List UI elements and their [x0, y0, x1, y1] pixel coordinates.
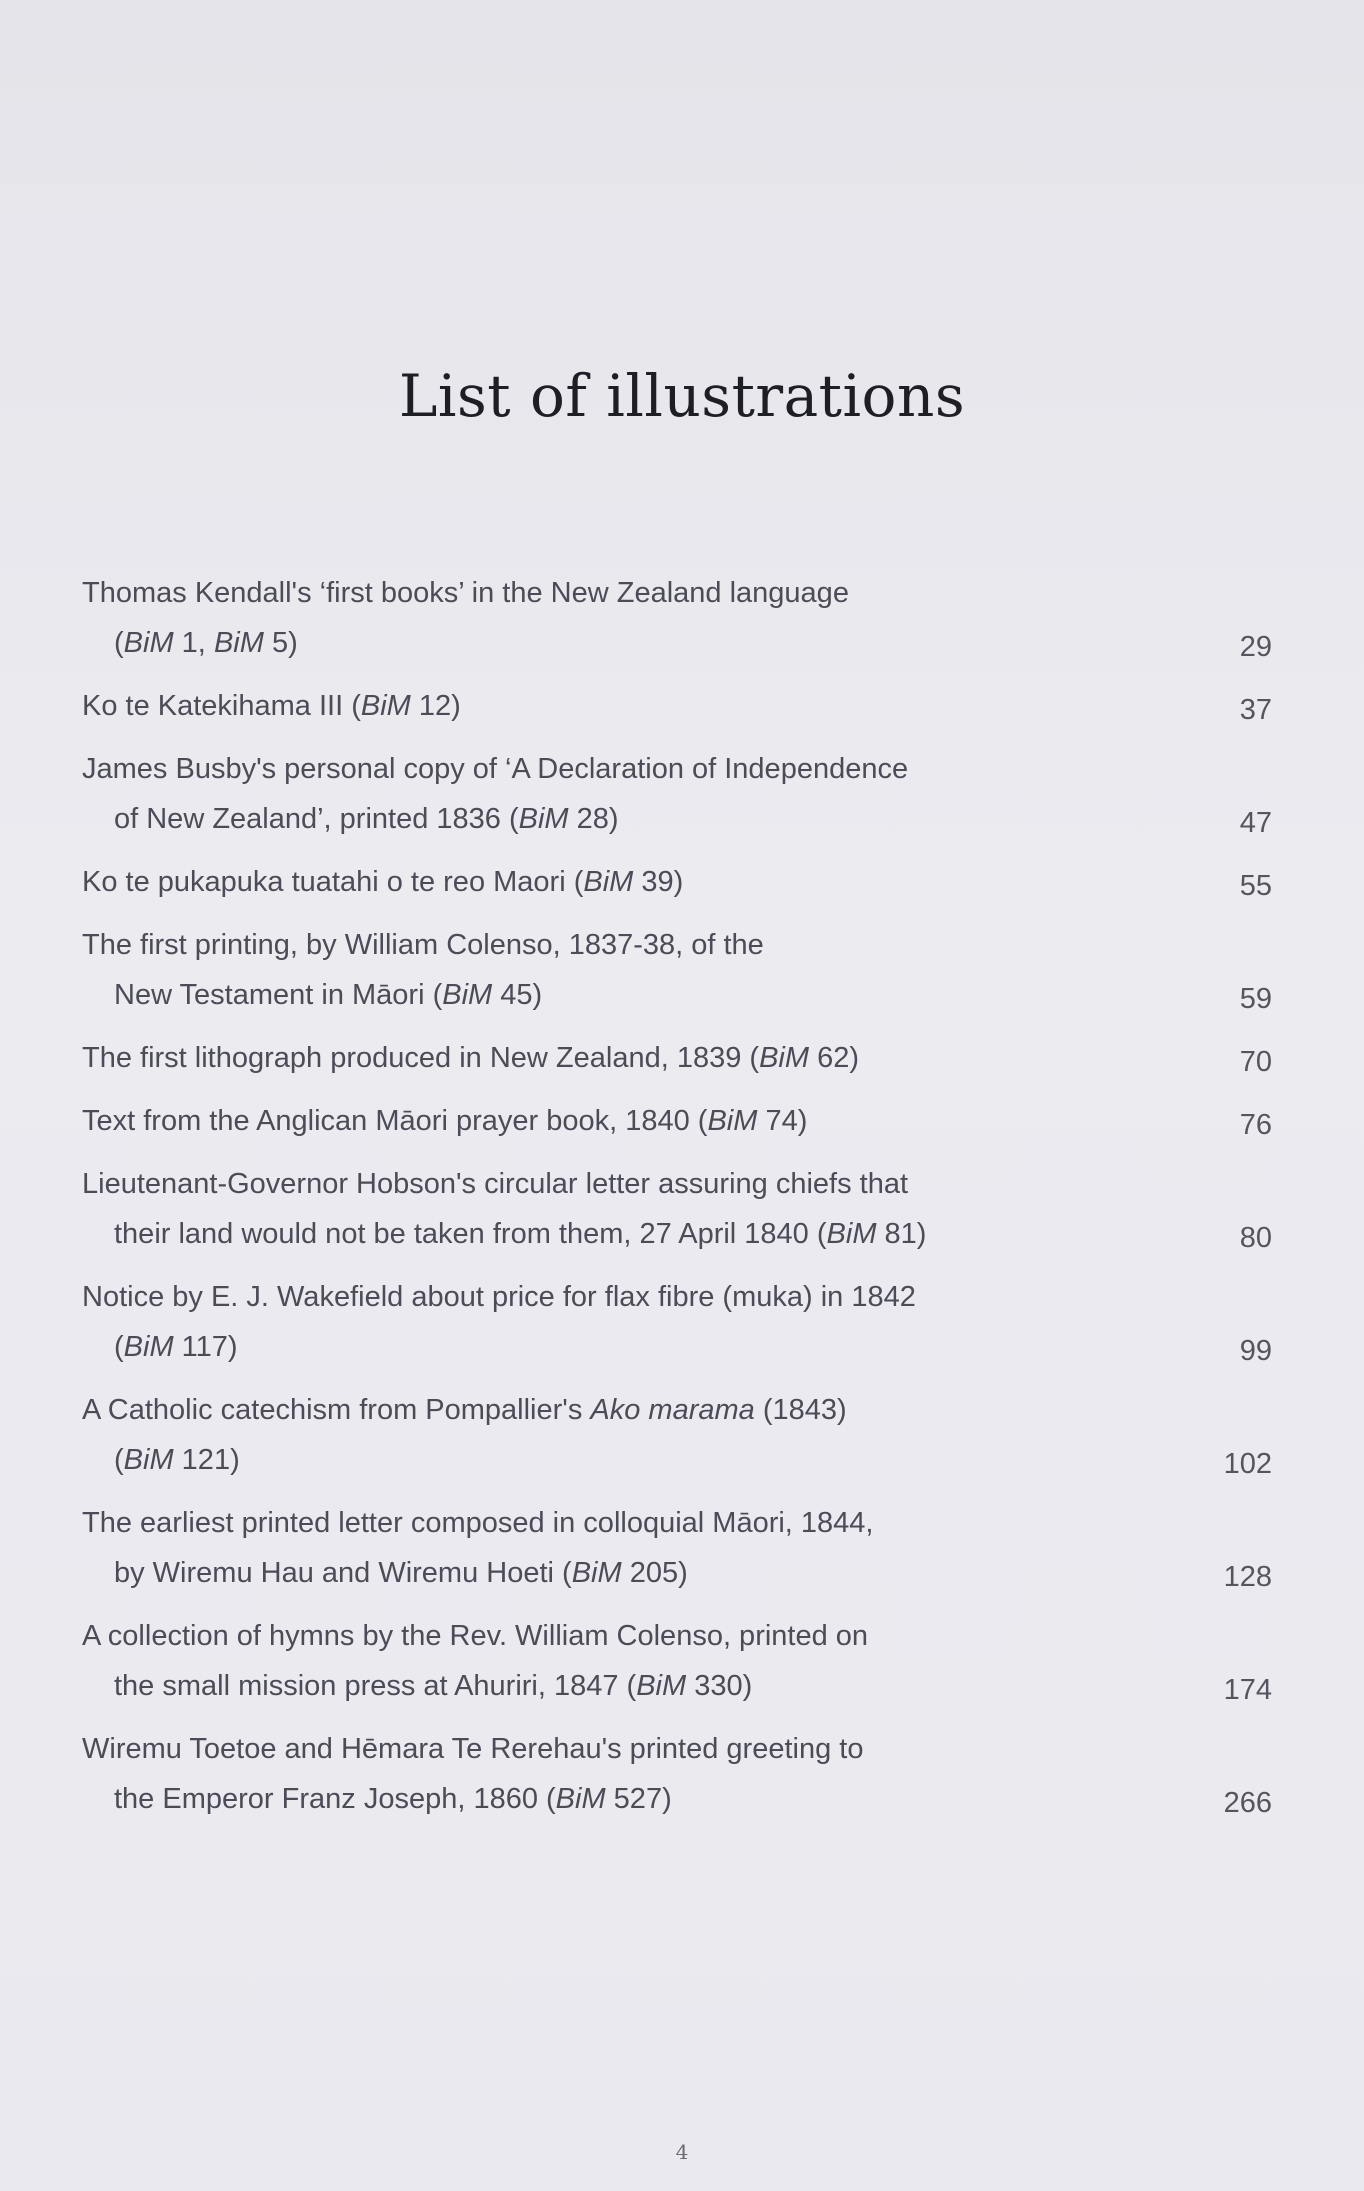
caption-text: 527): [605, 1783, 672, 1815]
caption-text: The first lithograph produced in New Zealand, 1839 (: [82, 1042, 760, 1074]
caption-italic: BiM: [213, 627, 264, 659]
page-number: 174: [1223, 1674, 1272, 1706]
entry-caption-line: [82, 1435, 1272, 1485]
entry-caption-line: [82, 1322, 1272, 1372]
caption-italic: BiM: [442, 979, 493, 1011]
caption-text: 121): [173, 1444, 240, 1476]
entry-caption-line: [82, 1548, 1272, 1598]
caption-italic: BiM: [123, 627, 174, 659]
caption-italic: BiM: [518, 803, 569, 835]
entry-caption-line: Wiremu Toetoe and Hēmara Te Rerehau's printed greeting to: [82, 1733, 864, 1765]
caption-text: the Emperor Franz Joseph, 1860 (: [114, 1783, 556, 1815]
caption-italic: BiM: [123, 1331, 174, 1363]
list-item: [82, 1033, 1272, 1083]
list-item: [82, 1159, 1272, 1259]
page-title: List of illustrations: [398, 362, 966, 430]
entry-caption-line: A collection of hymns by the Rev. William Colenso, printed on: [82, 1620, 869, 1652]
caption-italic: BiM: [571, 1557, 622, 1589]
caption-text: 330): [686, 1670, 753, 1702]
caption-text: 1,: [173, 627, 214, 659]
caption-text: (: [114, 1444, 124, 1476]
caption-text: 5): [263, 627, 298, 659]
entry-caption-line: [82, 1033, 1272, 1083]
entry-caption-line: Lieutenant-Governor Hobson's circular letter assuring chiefs that: [82, 1168, 909, 1200]
entry-caption-line: [82, 970, 1272, 1020]
entry-caption-line: [82, 1385, 1272, 1435]
caption-italic: BiM: [583, 866, 634, 898]
caption-text: Ko te Katekihama III (: [82, 690, 361, 722]
caption-italic: BiM: [826, 1218, 877, 1250]
list-item: [82, 1272, 1272, 1372]
list-item: [82, 681, 1272, 731]
caption-text: (: [114, 627, 124, 659]
caption-text: 205): [621, 1557, 688, 1589]
entry-caption-line: The earliest printed letter composed in colloquial Māori, 1844,: [82, 1507, 874, 1539]
page-number: 128: [1223, 1561, 1272, 1593]
caption-text: 117): [173, 1331, 238, 1363]
caption-italic: Ako marama: [590, 1394, 755, 1426]
caption-text: 12): [410, 690, 461, 722]
caption-text: (1843): [754, 1394, 847, 1426]
list-item: [82, 1096, 1272, 1146]
list-item: [82, 1724, 1272, 1824]
caption-italic: BiM: [555, 1783, 606, 1815]
caption-text: 62): [809, 1042, 859, 1074]
page-number: 47: [1239, 807, 1272, 839]
caption-text: 74): [757, 1105, 808, 1137]
caption-text: of New Zealand’, printed 1836 (: [114, 803, 519, 835]
list-item: [82, 857, 1272, 907]
entry-caption-line: [82, 794, 1272, 844]
page-number: 76: [1239, 1109, 1272, 1141]
caption-italic: BiM: [123, 1444, 174, 1476]
caption-text: A Catholic catechism from Pompallier's: [82, 1394, 591, 1426]
list-item: [82, 568, 1272, 668]
caption-italic: BiM: [636, 1670, 687, 1702]
caption-text: 81): [876, 1218, 927, 1250]
caption-italic: BiM: [707, 1105, 758, 1137]
entry-caption-line: The first printing, by William Colenso, 1837-38, of the: [82, 929, 764, 961]
caption-text: 39): [633, 866, 684, 898]
entry-caption-line: [82, 1774, 1272, 1824]
entry-caption-line: [82, 1661, 1272, 1711]
page-number: 37: [1239, 694, 1272, 726]
entry-caption-line: James Busby's personal copy of ‘A Declaration of Independence: [82, 753, 909, 785]
illustrations-list: [0, 568, 1364, 1837]
folio-page-number: 4: [675, 2140, 689, 2164]
page-number: 99: [1239, 1335, 1272, 1367]
entry-caption-line: [82, 618, 1272, 668]
caption-text: New Testament in Māori (: [114, 979, 443, 1011]
caption-text: (: [114, 1331, 124, 1363]
entry-caption-line: [82, 1209, 1272, 1259]
entry-caption-line: Notice by E. J. Wakefield about price for flax fibre (muka) in 1842: [82, 1281, 916, 1313]
entry-caption-line: Thomas Kendall's ‘first books’ in the New Zealand language: [82, 577, 849, 609]
list-item: [82, 1611, 1272, 1711]
entry-caption-line: [82, 681, 1272, 731]
caption-text: Text from the Anglican Māori prayer book, 1840 (: [82, 1105, 708, 1137]
list-item: [82, 920, 1272, 1020]
caption-text: by Wiremu Hau and Wiremu Hoeti (: [114, 1557, 572, 1589]
entry-caption-line: [82, 857, 1272, 907]
caption-italic: BiM: [759, 1042, 810, 1074]
page-number: 29: [1239, 631, 1272, 663]
entry-caption-line: [82, 1096, 1272, 1146]
page-number: 102: [1223, 1448, 1272, 1480]
caption-text: 45): [492, 979, 543, 1011]
caption-text: 28): [568, 803, 619, 835]
page-number: 80: [1239, 1222, 1272, 1254]
list-item: [82, 744, 1272, 844]
caption-text: the small mission press at Ahuriri, 1847 (: [114, 1670, 637, 1702]
page-number: 266: [1223, 1787, 1272, 1819]
page-number: 55: [1239, 870, 1272, 902]
list-item: [82, 1498, 1272, 1598]
page-number: 70: [1239, 1046, 1272, 1078]
page-number: 59: [1239, 983, 1272, 1015]
caption-text: Ko te pukapuka tuatahi o te reo Maori (: [82, 866, 584, 898]
caption-italic: BiM: [360, 690, 411, 722]
list-item: [82, 1385, 1272, 1485]
caption-text: their land would not be taken from them, 27 April 1840 (: [114, 1218, 827, 1250]
